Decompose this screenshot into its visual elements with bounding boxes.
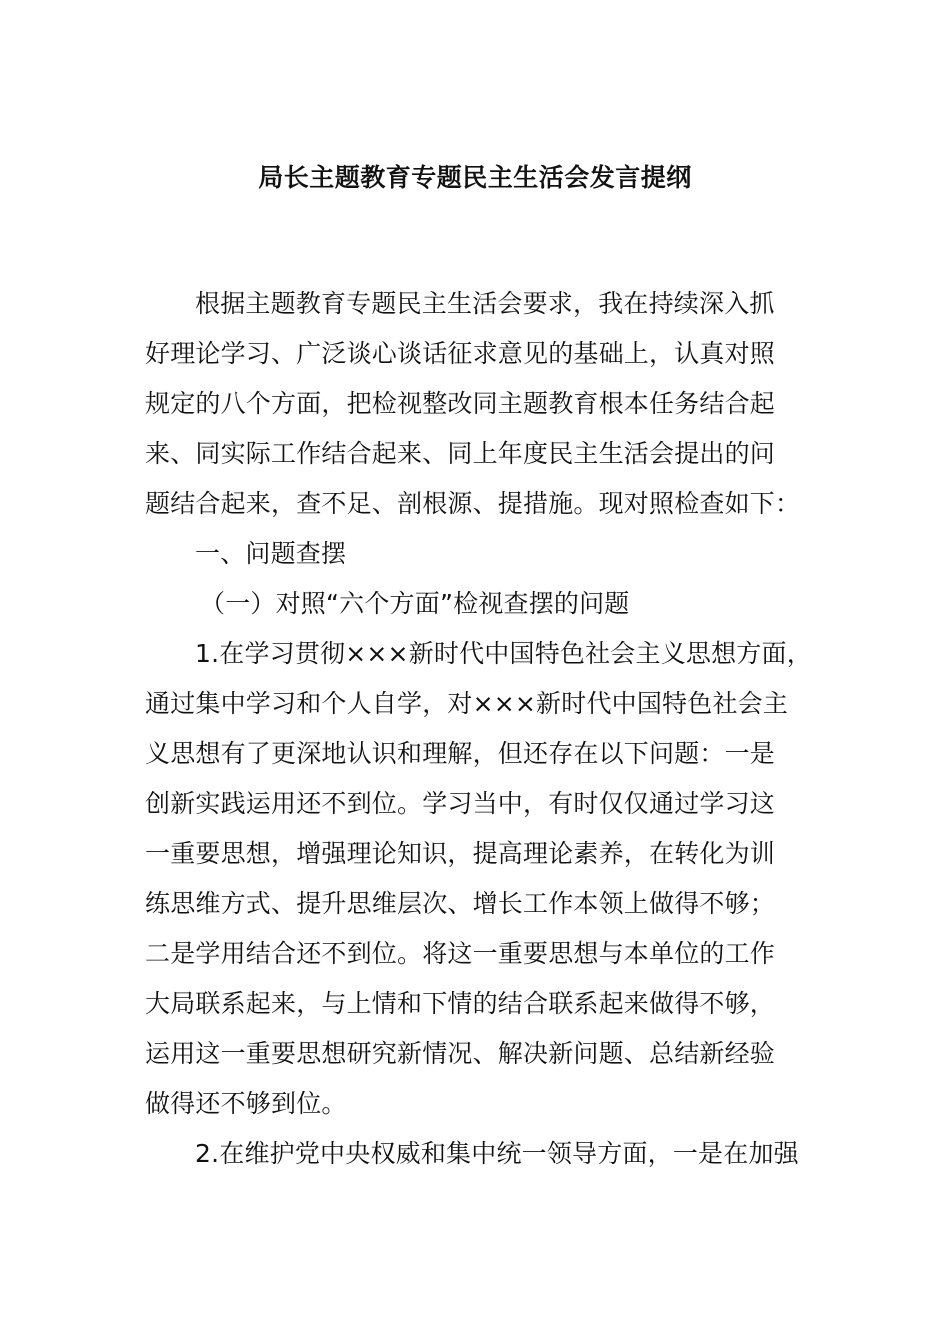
paragraph-line: 练思维方式、提升思维层次、增长工作本领上做得不够； — [145, 889, 776, 918]
paragraph-line: 规定的八个方面，把检视整改同主题教育根本任务结合起 — [145, 389, 776, 418]
paragraph-line: 运用这一重要思想研究新情况、解决新问题、总结新经验 — [145, 1039, 776, 1068]
paragraph-line: 好理论学习、广泛谈心谈话征求意见的基础上，认真对照 — [145, 339, 776, 368]
section-heading: 一、问题查摆 — [195, 539, 347, 568]
paragraph-line: 通过集中学习和个人自学，对×××新时代中国特色社会主 — [145, 689, 789, 718]
paragraph-line: 创新实践运用还不到位。学习当中，有时仅仅通过学习这 — [145, 789, 776, 818]
subsection-heading: （一）对照“六个方面”检视查摆的问题 — [200, 589, 630, 618]
paragraph-line: 二是学用结合还不到位。将这一重要思想与本单位的工作 — [145, 939, 776, 968]
paragraph-line: 1.在学习贯彻×××新时代中国特色社会主义思想方面， — [195, 639, 812, 668]
paragraph-line: 来、同实际工作结合起来、同上年度民主生活会提出的问 — [145, 439, 776, 468]
paragraph-line: 义思想有了更深地认识和理解，但还存在以下问题：一是 — [145, 739, 776, 768]
paragraph-line: 根据主题教育专题民主生活会要求，我在持续深入抓 — [195, 289, 775, 318]
document-title: 局长主题教育专题民主生活会发言提纲 — [258, 163, 692, 192]
paragraph-line: 做得还不够到位。 — [145, 1089, 347, 1118]
document-body — [145, 279, 815, 1179]
paragraph-line: 一重要思想，增强理论知识，提高理论素养，在转化为训 — [145, 839, 776, 868]
paragraph-line: 2.在维护党中央权威和集中统一领导方面，一是在加强 — [195, 1139, 799, 1168]
paragraph-line: 大局联系起来，与上情和下情的结合联系起来做得不够， — [145, 989, 776, 1018]
paragraph-line: 题结合起来，查不足、剖根源、提措施。现对照检查如下： — [145, 489, 801, 518]
